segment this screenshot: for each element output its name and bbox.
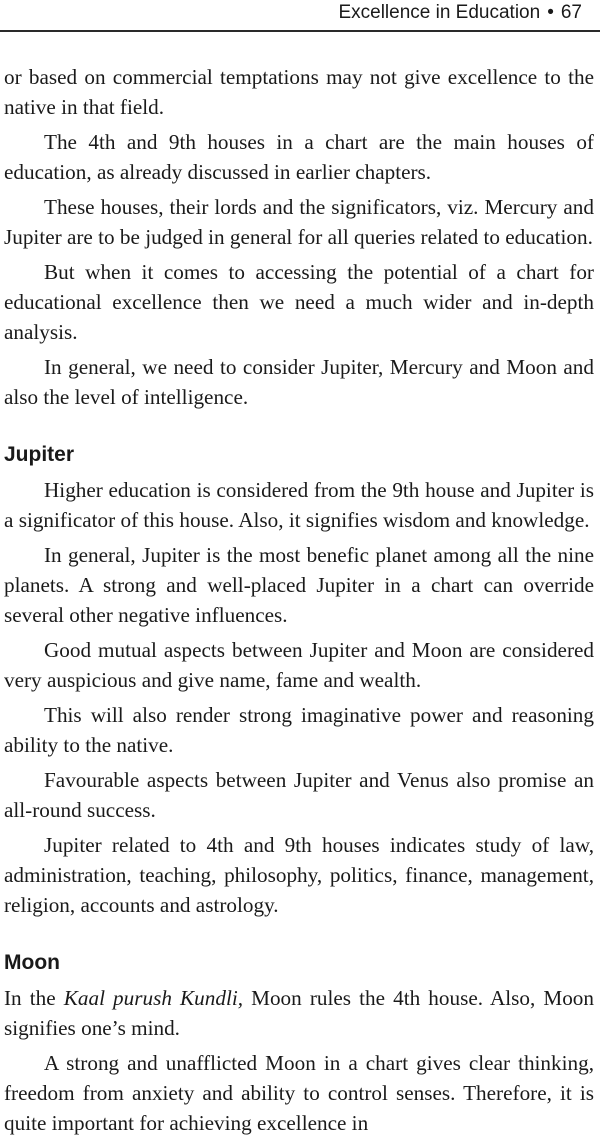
page-number: 67 [560,2,582,23]
moon-paragraph-1-term: Kaal purush Kundli, [63,986,244,1010]
running-header-separator: • [547,2,554,23]
jupiter-paragraph-2: In general, Jupiter is the most benefic planet among all the nine planets. A strong and well-placed Jupiter in a chart can override several other negative influences. [4,543,594,627]
running-header-title: Excellence in Education [338,2,541,23]
jupiter-paragraph-1: Higher education is considered from the 9th house and Jupiter is a significator of this house. Also, it signifies wisdom and knowledge. [4,478,594,532]
header-rule [0,30,600,32]
jupiter-paragraph-4: This will also render strong imaginative power and reasoning ability to the native. [4,703,594,757]
moon-paragraph-1-lead: In the [4,986,64,1010]
moon-paragraph-1 [4,983,594,1043]
intro-paragraph-1: or based on commercial temptations may not give excellence to the native in that field. [4,65,594,119]
page-body [4,62,594,1138]
jupiter-paragraph-5: Favourable aspects between Jupiter and Venus also promise an all-round success. [4,768,594,822]
jupiter-paragraph-3: Good mutual aspects between Jupiter and Moon are considered very auspicious and give name, fame and wealth. [4,638,594,692]
jupiter-paragraph-6: Jupiter related to 4th and 9th houses indicates study of law, administration, teaching, philosophy, politics, finance, management, religion, accounts and astrology. [4,833,594,917]
moon-paragraph-2: A strong and unafflicted Moon in a chart gives clear thinking, freedom from anxiety and ability to control senses. Therefore, it is quite important for achieving excellence in [4,1051,594,1135]
moon-heading: Moon [4,951,60,974]
intro-paragraph-3: These houses, their lords and the significators, viz. Mercury and Jupiter are to be judged in general for all queries related to education. [4,195,594,249]
intro-paragraph-5: In general, we need to consider Jupiter, Mercury and Moon and also the level of intelligence. [4,355,594,409]
moon-paragraph-1-rest: Moon rules the 4th house. Also, Moon signifies one’s mind. [4,986,594,1040]
jupiter-heading: Jupiter [4,443,75,466]
intro-paragraph-4: But when it comes to accessing the potential of a chart for educational excellence then we need a much wider and in-depth analysis. [4,260,594,344]
intro-paragraph-2: The 4th and 9th houses in a chart are the main houses of education, as already discussed in earlier chapters. [4,130,594,184]
running-header [338,2,582,24]
